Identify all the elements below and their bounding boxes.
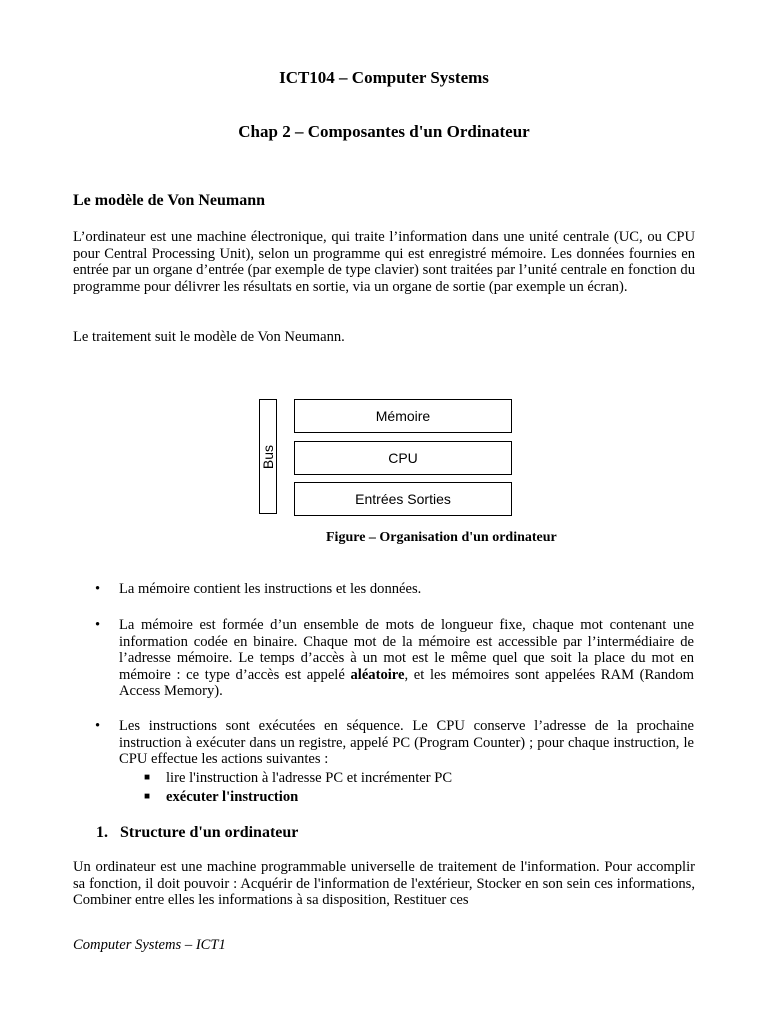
list-item	[95, 718, 694, 768]
list-item	[95, 617, 694, 700]
sub-list-item-text: exécuter l'instruction	[166, 789, 299, 805]
bullet-marker: •	[95, 581, 101, 597]
list-item-text: Les instructions sont exécutées en séquence. Le CPU conserve l’adresse de la prochaine instruction à exécuter dans un registre, appelé PC (Program Counter) ; pour chaque instruction, le CPU effectue les actions suivantes :	[119, 718, 694, 768]
list-item-text: La mémoire est formée d’un ensemble de mots de longueur fixe, chaque mot contenant une information codée en binaire. Chaque mot de la mémoire est accessible par l’intermédiaire de l’adresse mémoire. Le temps d’accès à un mot est le même quel que soit la place du mot en mémoire : ce type d’accès est appelé	[119, 617, 694, 683]
section-heading-structure	[96, 824, 298, 842]
cpu-box: CPU	[294, 441, 512, 475]
figure-caption: Figure – Organisation d'un ordinateur	[326, 530, 557, 545]
model-paragraph: Le traitement suit le modèle de Von Neumann.	[73, 329, 345, 345]
bullet-marker: •	[95, 718, 101, 734]
sub-list-item-text: lire l'instruction à l'adresse PC et incrémenter PC	[166, 770, 453, 786]
structure-paragraph: Un ordinateur est une machine programmable universelle de traitement de l'information. Pour accomplir sa fonction, il doit pouvoir : Acquérir de l'information de l'extérieur, Stocker en son sein ces informations, Combiner entre elles les informations à sa disposition, Restituer ces	[73, 859, 695, 909]
memory-box: Mémoire	[294, 399, 512, 433]
io-box: Entrées Sorties	[294, 482, 512, 516]
list-item	[95, 581, 694, 598]
section-number: 1.	[96, 824, 108, 841]
sub-list-item	[144, 789, 299, 806]
bullet-marker: •	[95, 617, 101, 633]
section-heading-von-neumann: Le modèle de Von Neumann	[73, 192, 266, 209]
bus-box	[259, 399, 277, 514]
square-bullet-marker: ■	[144, 772, 151, 783]
sub-list-item	[144, 770, 453, 787]
section-heading-text: Structure d'un ordinateur	[120, 824, 299, 841]
list-item-text: La mémoire contient les instructions et les données.	[119, 581, 422, 597]
square-bullet-marker: ■	[144, 791, 151, 802]
bus-label: Bus	[260, 444, 276, 469]
intro-paragraph: L’ordinateur est une machine électronique, qui traite l’information dans une unité centrale (UC, ou CPU pour Central Processing Unit), selon un programme qui est enregistré mémoire. Les données fournies en entrée par un organe d’entrée (par exemple de type clavier) sont traitées par l’unité centrale en fonction du programme pour délivrer les résultats en sortie, via un organe de sortie (par exemple un écran).	[73, 229, 695, 295]
emphasis-aleatoire: aléatoire	[350, 666, 405, 683]
page-footer: Computer Systems – ICT1	[73, 937, 226, 953]
chapter-title: Chap 2 – Composantes d'un Ordinateur	[238, 122, 530, 141]
document-title: ICT104 – Computer Systems	[279, 68, 489, 87]
list-item-text: , et les mémoires sont appelées RAM (Random Access Memory).	[119, 666, 694, 700]
